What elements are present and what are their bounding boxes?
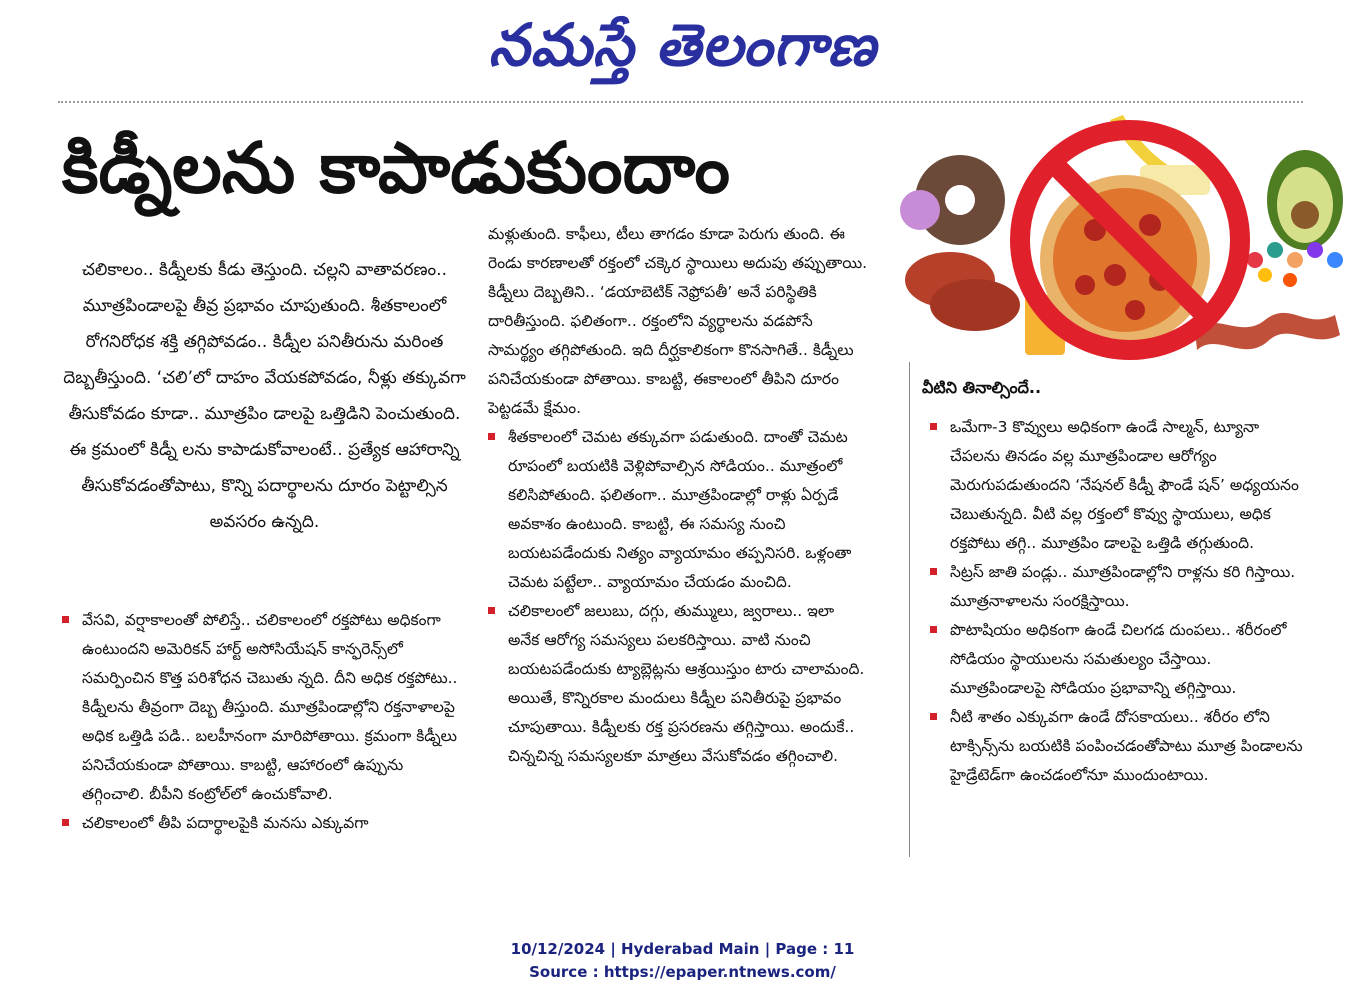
footer-date-edition: 10/12/2024 | Hyderabad Main | Page : 11	[510, 940, 855, 958]
avocado-icon	[1267, 150, 1343, 250]
list-item-text: ఒమేగా-3 కొవ్వులు అధికంగా ఉండే సాల్మన్, ట్యూనా చేపలను తినడం వల్ల మూత్రపిండాల ఆరోగ్యం మెరుగుపడుతుందని ‘నేషనల్ కిడ్నీ ఫౌండే షన్’ అధ్యయనం చెబుతున్నది. వీటి వల్ల రక్తంలో కొవ్వు స్థాయులు, అధిక రక్తపోటు తగ్గి.. మూత్రపిం డాలపై ఒత్తిడి తగ్గుతుంది.	[950, 418, 1299, 552]
list-item	[488, 597, 868, 771]
masthead-separator	[58, 101, 1303, 103]
lead-paragraph	[62, 252, 467, 540]
bullet-square-icon	[930, 626, 937, 633]
list-item	[62, 606, 467, 809]
list-item-text: నీటి శాతం ఎక్కువగా ఉండే దోసకాయలు.. శరీరం లోని టాక్సిన్స్‌ను బయటికి పంపించడంతోపాటు మూత్ర పిండాలను హైడ్రేటెడ్‌గా ఉంచడంలోనూ ముందుంటాయి.	[950, 708, 1303, 784]
list-item	[930, 413, 1310, 558]
sausage-icon	[905, 252, 1020, 331]
footer-source-link[interactable]: Source : https://epaper.ntnews.com/	[529, 963, 836, 981]
sidebar-divider	[909, 362, 910, 857]
column-2	[488, 220, 868, 771]
list-item	[62, 809, 467, 838]
bullet-square-icon	[930, 713, 937, 720]
list-item	[930, 558, 1310, 616]
bullet-square-icon	[488, 433, 495, 440]
donut-icon	[900, 155, 1005, 245]
continued-paragraph: మళ్లుతుంది. కాఫీలు, టీలు తాగడం కూడా పెరుగు తుంది. ఈ రెండు కారణాలతో రక్తంలో చక్కెర స్థాయిలు అదుపు తప్పుతాయి. కిడ్నీలు దెబ్బతిని.. ‘డయాబెటిక్ నెఫ్రోపతీ’ అనే పరిస్థితికి దారితీస్తుంది. ఫలితంగా.. రక్తంలోని వ్యర్థాలను వడపోసే సామర్థ్యం తగ్గిపోతుంది. ఇది దీర్ఘకాలికంగా కొనసాగితే.. కిడ్నీలు పనిచేయకుండా పోతాయి. కాబట్టి, ఈకాలంలో తీపిని దూరం పెట్టడమే క్షేమం.	[488, 225, 868, 417]
list-item	[930, 703, 1310, 790]
unhealthy-food-illustration	[895, 110, 1350, 365]
column-1	[62, 606, 467, 838]
bullet-square-icon	[930, 423, 937, 430]
bullet-square-icon	[62, 819, 69, 826]
list-item-text: పొటాషియం అధికంగా ఉండే చిలగడ దుంపలు.. శరీరంలో సోడియం స్థాయులను సమతుల్యం చేస్తాయి. మూత్రపిండాలపై సోడియం ప్రభావాన్ని తగ్గిస్తాయి.	[950, 621, 1287, 697]
list-item-text: చలికాలంలో జలుబు, దగ్గు, తుమ్ములు, జ్వరాలు.. ఇలా అనేక ఆరోగ్య సమస్యలు పలకరిస్తాయి. వాటి నుంచి బయటపడేందుకు ట్యాబ్లెట్లను ఆశ్రయిస్తుం టారు చాలామంది. అయితే, కొన్నిరకాల మందులు కిడ్నీల పనితీరుపై ప్రభావం చూపుతాయి. కిడ్నీలకు రక్త ప్రసరణను తగ్గిస్తాయి. అందుకే.. చిన్నచిన్న సమస్యలకూ మాత్రలు వేసుకోవడం తగ్గించాలి.	[508, 602, 865, 765]
bullet-square-icon	[488, 607, 495, 614]
list-item-text: చలికాలంలో తీపి పదార్థాలపైకి మనసు ఎక్కువగా	[82, 814, 369, 832]
bullet-square-icon	[62, 616, 69, 623]
article-headline: కిడ్నీలను కాపాడుకుందాం	[62, 127, 731, 209]
list-item-text: వేసవి, వర్షాకాలంతో పోలిస్తే.. చలికాలంలో రక్తపోటు అధికంగా ఉంటుందని అమెరికన్ హార్ట్ అసోసియేషన్ కాన్ఫరెన్స్‌లో సమర్పించిన కొత్త పరిశోధన చెబుతు న్నది. దీని అధిక రక్తపోటు.. కిడ్నీలను తీవ్రంగా దెబ్బ తీస్తుంది. మూత్రపిండాల్లోని రక్తనాళాలపై అధిక ఒత్తిడి పడి.. బలహీనంగా మారిపోతాయి. క్రమంగా కిడ్నీలు పనిచేయకుండా పోతాయి. కాబట్టి, ఆహారంలో ఉప్పును తగ్గించాలి. బీపీని కంట్రోల్‌లో ఉంచుకోవాలి.	[82, 611, 458, 803]
list-item	[488, 423, 868, 597]
list-item-text: సిట్రస్ జాతి పండ్లు.. మూత్రపిండాల్లోని రాళ్లను కరి గిస్తాయి. మూత్రనాళాలను సంరక్షిస్తాయి.	[950, 563, 1296, 610]
lead-text: చలికాలం.. కిడ్నీలకు కీడు తెస్తుంది. చల్లని వాతావరణం.. మూత్రపిండాలపై తీవ్ర ప్రభావం చూపుతుంది. శీతకాలంలో రోగనిరోధక శక్తి తగ్గిపోవడం.. కిడ్నీల పనితీరును మరింత దెబ్బతీస్తుంది. ‘చలి’లో దాహం వేయకపోవడం, నీళ్లు తక్కువగా తీసుకోవడం కూడా.. మూత్రపిం డాలపై ఒత్తిడిని పెంచుతుంది. ఈ క్రమంలో కిడ్నీ లను కాపాడుకోవాలంటే.. ప్రత్యేక ఆహారాన్ని తీసుకోవడంతోపాటు, కొన్ని పదార్థాలను దూరం పెట్టాల్సిన అవసరం ఉన్నది.	[63, 260, 466, 532]
newspaper-masthead: నమస్తే తెలంగాణ	[488, 11, 877, 79]
list-item-text: శీతకాలంలో చెమట తక్కువగా పడుతుంది. దాంతో చెమట రూపంలో బయటికి వెళ్లిపోవాల్సిన సోడియం.. మూత్రంలో కలిసిపోతుంది. ఫలితంగా.. మూత్రపిండాల్లో రాళ్లు ఏర్పడే అవకాశం ఉంటుంది. కాబట్టి, ఈ సమస్య నుంచి బయటపడేందుకు నిత్యం వ్యాయామం తప్పనిసరి. ఒళ్లంతా చెమట పట్టేలా.. వ్యాయామం చేయడం మంచిది.	[508, 428, 852, 591]
sidebar-heading: వీటిని తినాల్సిందే..	[922, 378, 1042, 397]
bullet-square-icon	[930, 568, 937, 575]
list-item	[930, 616, 1310, 703]
column-3	[930, 413, 1310, 790]
candy-icon	[1247, 242, 1343, 287]
